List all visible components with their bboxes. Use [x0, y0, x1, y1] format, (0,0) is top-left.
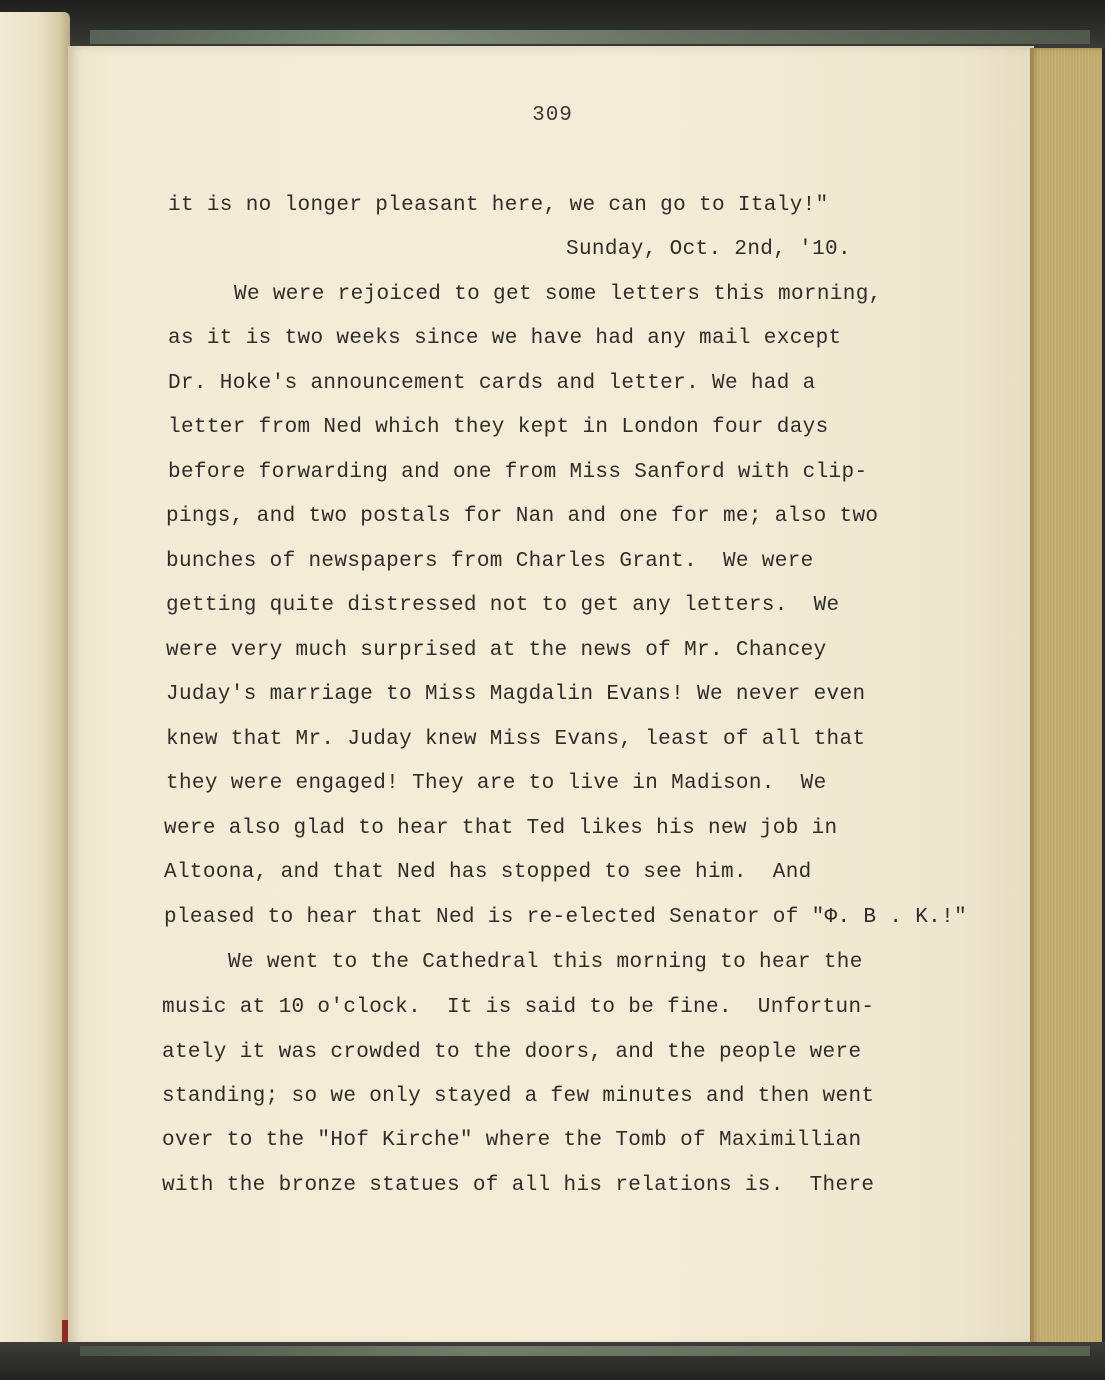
text-line: they were engaged! They are to live in Madison. We [166, 772, 827, 795]
text-line: music at 10 o'clock. It is said to be fine. Unfortun- [162, 996, 875, 1019]
left-page-edge [0, 12, 70, 1357]
text-line: We were rejoiced to get some letters this morning, [234, 283, 882, 306]
text-line: Sunday, Oct. 2nd, '10. [566, 238, 851, 261]
text-line: pleased to hear that Ned is re-elected Senator of "Φ. B . K.!" [164, 906, 968, 929]
text-line: Dr. Hoke's announcement cards and letter. We had a [168, 372, 816, 395]
text-line: as it is two weeks since we have had any mail except [168, 327, 842, 350]
text-line: letter from Ned which they kept in London four days [168, 416, 829, 439]
text-line: standing; so we only stayed a few minutes and then went [162, 1085, 875, 1108]
book-cover-bottom [0, 1342, 1105, 1380]
page-number: 309 [532, 104, 573, 127]
text-line: it is no longer pleasant here, we can go to Italy!" [168, 194, 829, 217]
text-line: with the bronze statues of all his relations is. There [162, 1174, 875, 1197]
page-edges [1030, 48, 1102, 1346]
text-line: over to the "Hof Kirche" where the Tomb of Maximillian [162, 1129, 862, 1152]
text-line: bunches of newspapers from Charles Grant. We were [166, 550, 814, 573]
text-line: Juday's marriage to Miss Magdalin Evans! We never even [166, 683, 866, 706]
book-cover-top [0, 0, 1105, 48]
text-line: were also glad to hear that Ted likes his new job in [164, 817, 838, 840]
text-line: Altoona, and that Ned has stopped to see him. And [164, 861, 812, 884]
text-line: pings, and two postals for Nan and one for me; also two [166, 505, 879, 528]
text-line: were very much surprised at the news of Mr. Chancey [166, 639, 827, 662]
text-line: getting quite distressed not to get any letters. We [166, 594, 840, 617]
text-line: knew that Mr. Juday knew Miss Evans, least of all that [166, 728, 866, 751]
text-line: We went to the Cathedral this morning to hear the [228, 951, 863, 974]
text-line: before forwarding and one from Miss Sanford with clip- [168, 461, 868, 484]
text-line: ately it was crowded to the doors, and the people were [162, 1041, 862, 1064]
